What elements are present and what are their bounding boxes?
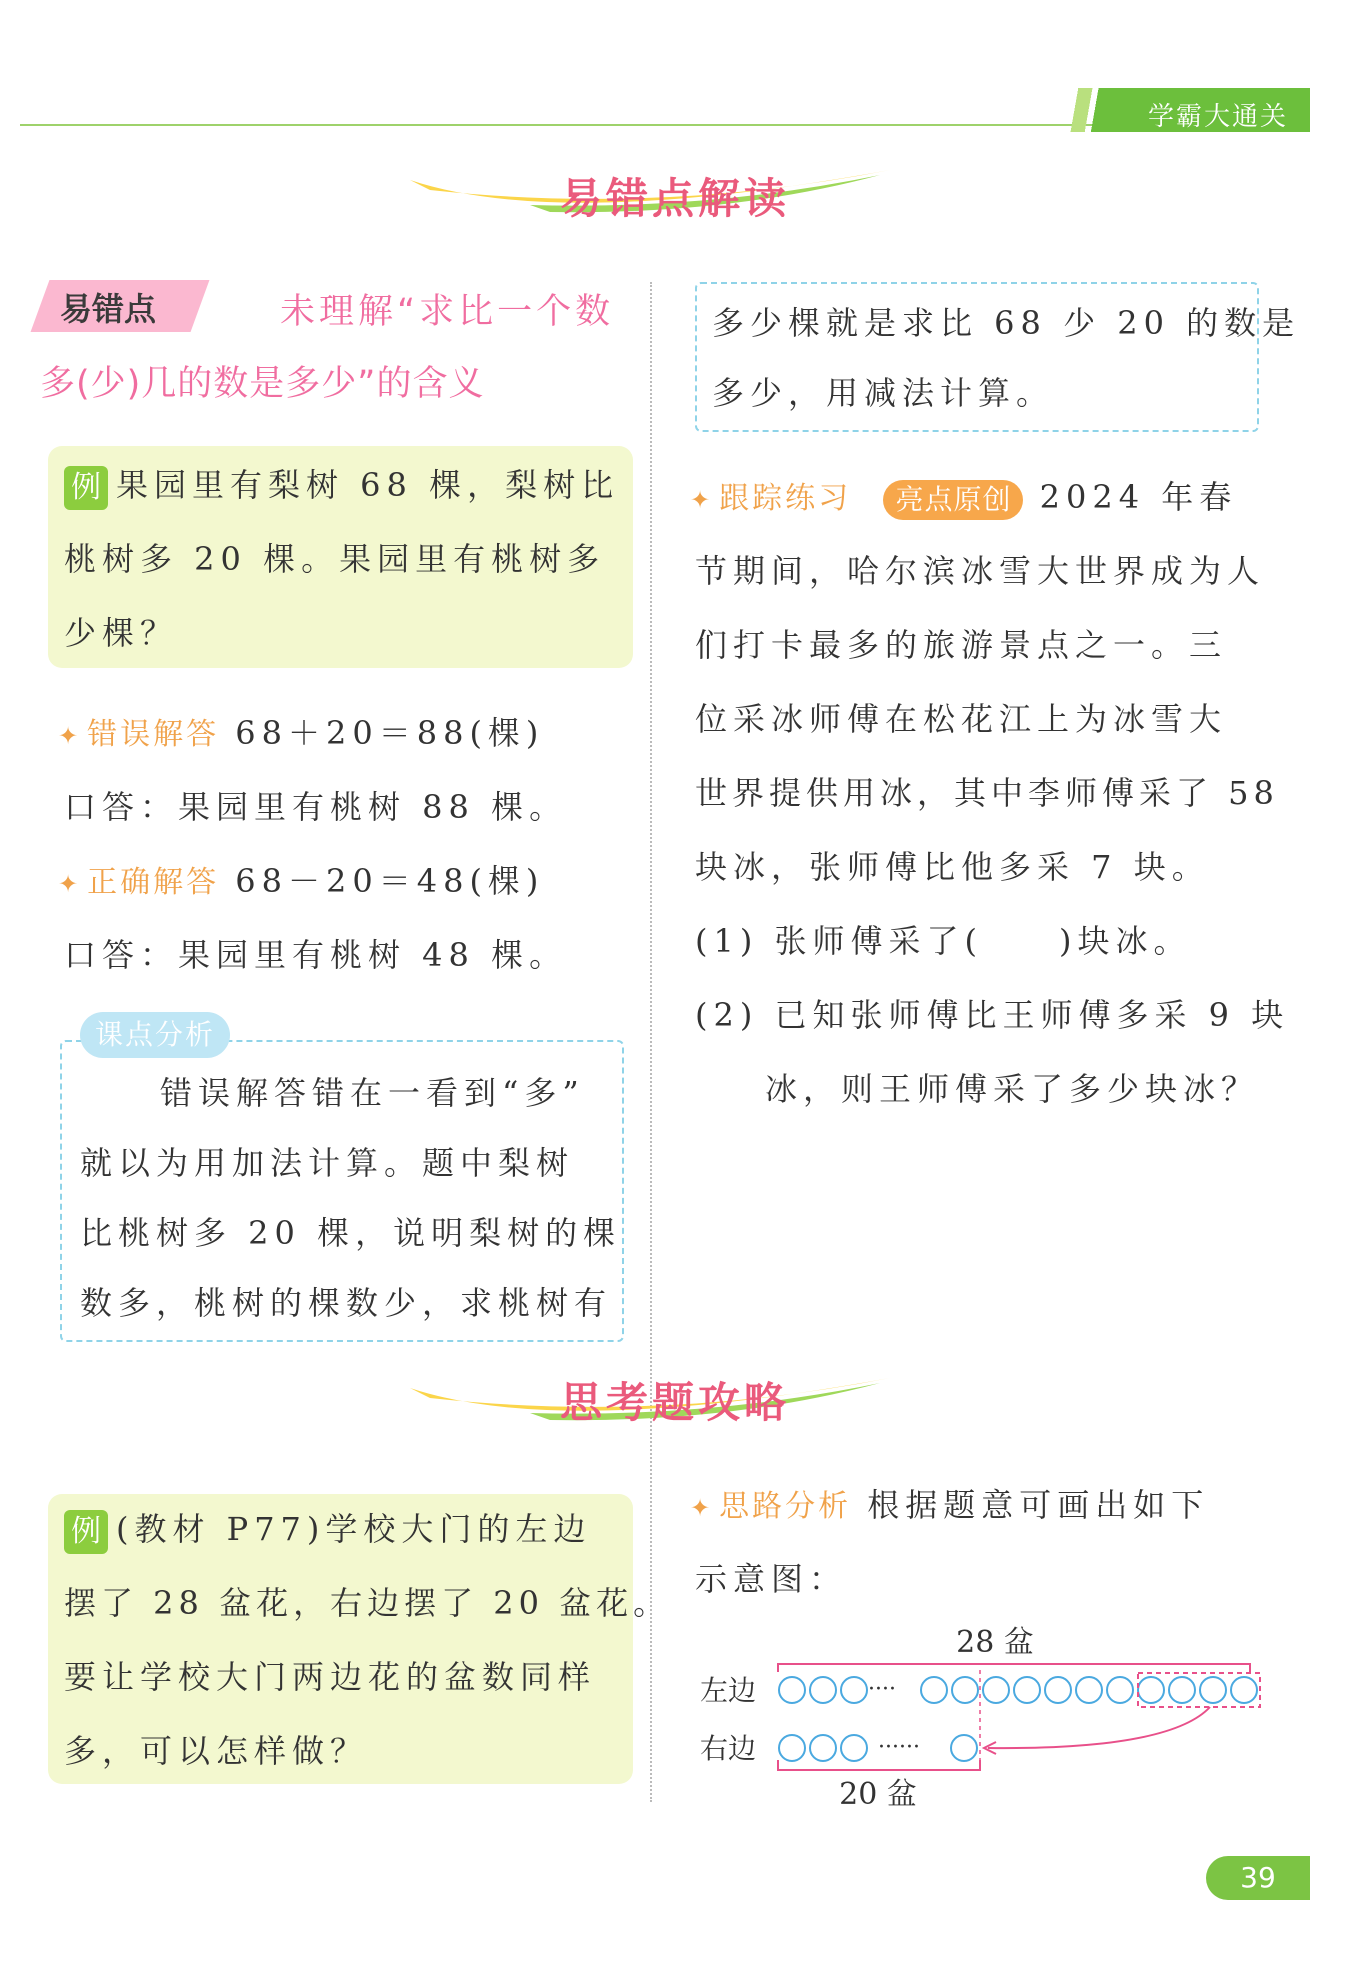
brand-tab [1060,88,1310,132]
brand-label: 学霸大通关 [1147,102,1288,132]
bottom-label: 20 盆 [839,1777,917,1812]
wrong-answer-eq: ✦ 错误解答 68＋20＝88(棵) [58,714,545,752]
analysis-cont-1: 多少棵就是求比 68 少 20 的数是 [712,304,1301,342]
error-badge-label: 易错点 [60,290,157,328]
practice-line-6: 块冰，张师傅比他多采 7 块。 [695,848,1210,886]
left-dots: ···· [868,1677,896,1702]
idea-line-2: 示意图： [695,1560,848,1598]
topic-line-2: 多(少)几的数是多少”的含义 [40,364,485,404]
left-circles [779,1677,1257,1703]
practice-line-4: 位采冰师傅在松花江上为冰雪大 [695,700,1228,738]
top-label: 28 盆 [956,1625,1034,1660]
practice-question-2a: (2) 已知张师傅比王师傅多采 9 块 [695,996,1290,1034]
left-row-label: 左边 [700,1674,757,1707]
section-title-errors: 易错点解读 [559,174,790,223]
top-bracket [778,1664,1250,1672]
analysis-line-2: 就以为用加法计算。题中梨树 [80,1144,575,1182]
bottom-bracket [778,1760,980,1770]
example1-line-3: 少棵？ [64,614,179,652]
example1-line-1: 例 果园里有梨树 68 棵，梨树比 [64,448,619,522]
move-arrow [988,1707,1210,1748]
analysis-line-4: 数多，桃树的棵数少，求桃树有 [80,1284,613,1322]
right-row-label: 右边 [700,1732,757,1765]
right-dots: ······ [878,1735,920,1760]
right-answer-text: 口答：果园里有桃树 48 棵。 [64,936,568,974]
example1-tag: 例 [64,466,108,510]
analysis-badge: 课点分析 [80,1012,230,1058]
practice-question-2b: 冰，则王师傅采了多少块冰？ [765,1070,1260,1108]
example2-line-4: 多，可以怎样做？ [64,1732,369,1770]
example1-line-2: 桃树多 20 棵。果园里有桃树多 [64,540,606,578]
practice-line-5: 世界提供用冰，其中李师傅采了 58 [695,774,1279,812]
practice-question-1: (1) 张师傅采了( )块冰。 [695,922,1192,960]
original-badge: 亮点原创 [883,480,1023,520]
topic-line-1: 未理解“求比一个数 [280,292,615,332]
flower-diagram [690,1620,1270,1820]
wrong-answer-text: 口答：果园里有桃树 88 棵。 [64,788,568,826]
idea-line-1: ✦ 思路分析 根据题意可画出如下 [690,1486,1210,1524]
analysis-cont-2: 多少，用减法计算。 [712,374,1055,412]
idea-label: ✦ 思路分析 [690,1489,852,1524]
practice-line-2: 节期间，哈尔滨冰雪大世界成为人 [695,552,1266,590]
page-number: 39 [1206,1856,1310,1900]
section-title-thinking: 思考题攻略 [559,1378,790,1427]
example2-line-3: 要让学校大门两边花的盆数同样 [64,1658,597,1696]
analysis-line-3: 比桃树多 20 棵，说明梨树的棵 [80,1214,622,1252]
wrong-answer-label: ✦ 错误解答 [58,717,220,752]
practice-line-1: ✦ 跟踪练习 亮点原创 2024 年春 [690,460,1237,537]
practice-line-3: 们打卡最多的旅游景点之一。三 [695,626,1228,664]
example2-line-2: 摆了 28 盆花，右边摆了 20 盆花。 [64,1584,671,1622]
practice-label: ✦ 跟踪练习 [690,481,852,516]
right-answer-label: ✦ 正确解答 [58,865,220,900]
example2-line-1: 例 (教材 P77)学校大门的左边 [64,1492,591,1566]
analysis-line-1: 错误解答错在一看到“多” [160,1074,585,1112]
right-answer-eq: ✦ 正确解答 68－20＝48(棵) [58,862,545,900]
example2-tag: 例 [64,1510,108,1554]
